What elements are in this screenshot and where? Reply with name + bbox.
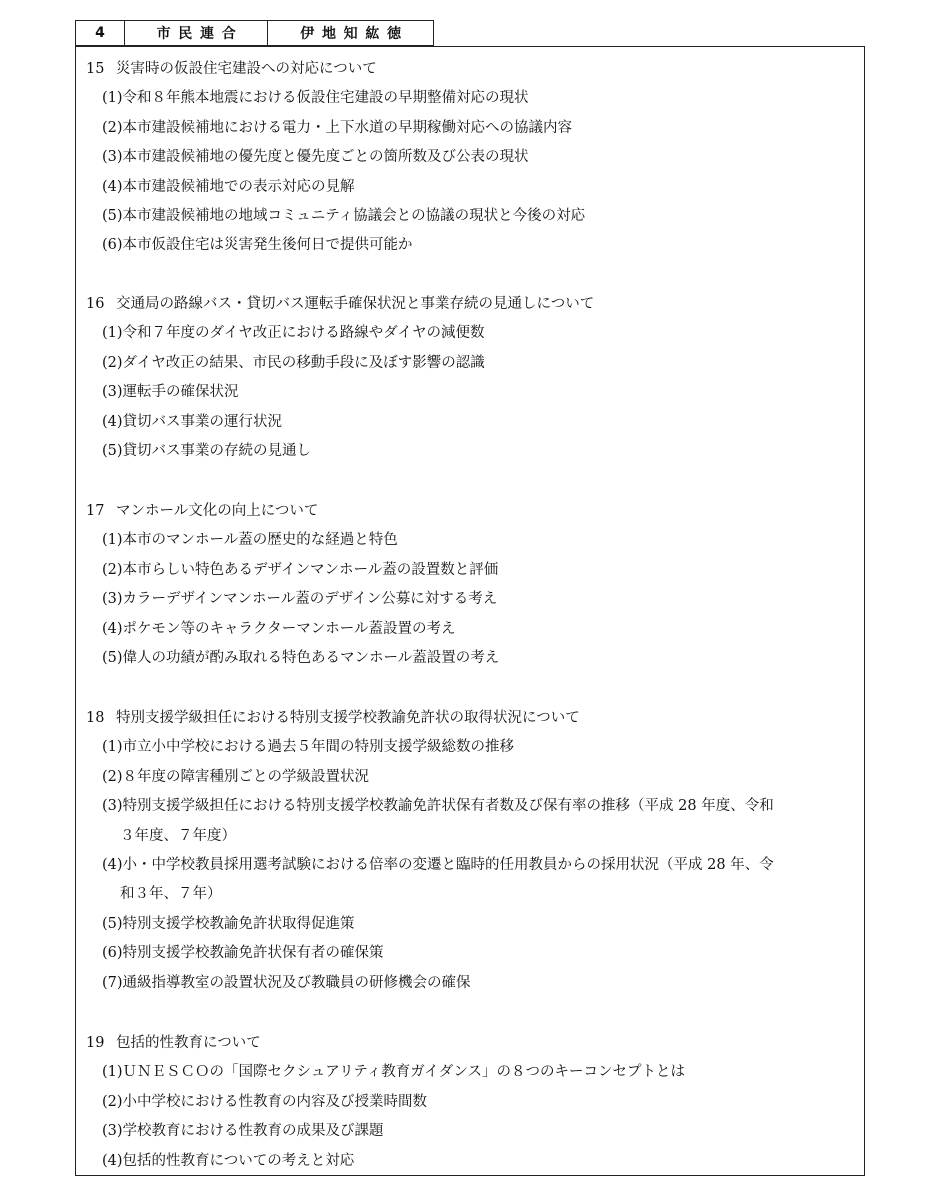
section-heading bbox=[76, 1029, 864, 1058]
section-title: 包括的性教育について bbox=[116, 1035, 261, 1051]
list-item-continuation: 和３年、７年） bbox=[120, 886, 222, 903]
section-heading bbox=[76, 55, 864, 84]
section-number: 16 bbox=[86, 296, 105, 312]
question-section-17 bbox=[76, 497, 864, 673]
question-section-18 bbox=[76, 704, 864, 998]
list-item: (6)本市仮設住宅は災害発生後何日で提供可能か bbox=[102, 237, 413, 254]
list-item: (3)特別支援学級担任における特別支援学校教諭免許状保有者数及び保有率の推移（平成 28 年度、令和 bbox=[102, 798, 774, 815]
list-item: (5)偉人の功績が酌み取れる特色あるマンホール蓋設置の考え bbox=[102, 649, 500, 666]
list-item: (3)本市建設候補地の優先度と優先度ごとの箇所数及び公表の現状 bbox=[102, 149, 529, 166]
section-number: 19 bbox=[86, 1035, 105, 1051]
list-item: (1)令和８年熊本地震における仮設住宅建設の早期整備対応の現状 bbox=[102, 90, 529, 107]
section-number: 18 bbox=[86, 710, 105, 726]
list-item: (2)本市建設候補地における電力・上下水道の早期稼働対応への協議内容 bbox=[102, 119, 573, 136]
question-list-box bbox=[75, 46, 865, 1176]
list-item: (1)市立小中学校における過去５年間の特別支援学級総数の推移 bbox=[102, 739, 515, 756]
list-item: (4)包括的性教育についての考えと対応 bbox=[102, 1152, 355, 1169]
list-item: (4)本市建設候補地での表示対応の見解 bbox=[102, 178, 355, 195]
questioner-name: 伊地知紘徳 bbox=[300, 26, 409, 42]
section-title: 災害時の仮設住宅建設への対応について bbox=[116, 61, 377, 77]
list-item: (4)貸切バス事業の運行状況 bbox=[102, 413, 283, 430]
section-heading bbox=[76, 497, 864, 526]
section-title: マンホール文化の向上について bbox=[116, 503, 319, 519]
question-number: 4 bbox=[76, 21, 125, 45]
section-title: 特別支援学級担任における特別支援学校教諭免許状の取得状況について bbox=[116, 710, 580, 726]
list-item: (1)令和７年度のダイヤ改正における路線やダイヤの減便数 bbox=[102, 325, 485, 342]
list-item: (3)運転手の確保状況 bbox=[102, 384, 239, 401]
question-section-16 bbox=[76, 290, 864, 466]
list-item: (7)通級指導教室の設置状況及び教職員の研修機会の確保 bbox=[102, 974, 471, 991]
list-item-continuation: ３年度、７年度） bbox=[120, 827, 236, 844]
question-section-15 bbox=[76, 55, 864, 261]
section-heading bbox=[76, 290, 864, 319]
section-number: 15 bbox=[86, 61, 105, 77]
question-section-19 bbox=[76, 1029, 864, 1176]
list-item: (2)本市らしい特色あるデザインマンホール蓋の設置数と評価 bbox=[102, 561, 499, 578]
list-item: (3)学校教育における性教育の成果及び課題 bbox=[102, 1123, 384, 1140]
section-title: 交通局の路線バス・貸切バス運転手確保状況と事業存続の見通しについて bbox=[116, 296, 595, 312]
list-item: (3)カラーデザインマンホール蓋のデザイン公募に対する考え bbox=[102, 591, 498, 608]
list-item: (1)ＵＮＥＳＣＯの「国際セクシュアリティ教育ガイダンス」の８つのキーコンセプトとは bbox=[102, 1064, 685, 1081]
list-item: (2)小中学校における性教育の内容及び授業時間数 bbox=[102, 1093, 428, 1110]
header-table bbox=[75, 20, 434, 46]
list-item: (5)本市建設候補地の地域コミュニティ協議会との協議の現状と今後の対応 bbox=[102, 207, 586, 224]
list-item: (2)８年度の障害種別ごとの学級設置状況 bbox=[102, 768, 370, 785]
list-item: (1)本市のマンホール蓋の歴史的な経過と特色 bbox=[102, 532, 398, 549]
list-item: (4)ポケモン等のキャラクターマンホール蓋設置の考え bbox=[102, 620, 456, 637]
section-number: 17 bbox=[86, 503, 105, 519]
list-item: (6)特別支援学校教諭免許状保有者の確保策 bbox=[102, 945, 384, 962]
list-item: (5)貸切バス事業の存続の見通し bbox=[102, 442, 312, 459]
list-item: (5)特別支援学校教諭免許状取得促進策 bbox=[102, 915, 355, 932]
list-item: (2)ダイヤ改正の結果、市民の移動手段に及ぼす影響の認識 bbox=[102, 354, 485, 371]
list-item: (4)小・中学校教員採用選考試験における倍率の変遷と臨時的任用教員からの採用状況（平成 28 年、令 bbox=[102, 856, 774, 873]
section-heading bbox=[76, 704, 864, 733]
party-name: 市民連合 bbox=[125, 21, 268, 45]
